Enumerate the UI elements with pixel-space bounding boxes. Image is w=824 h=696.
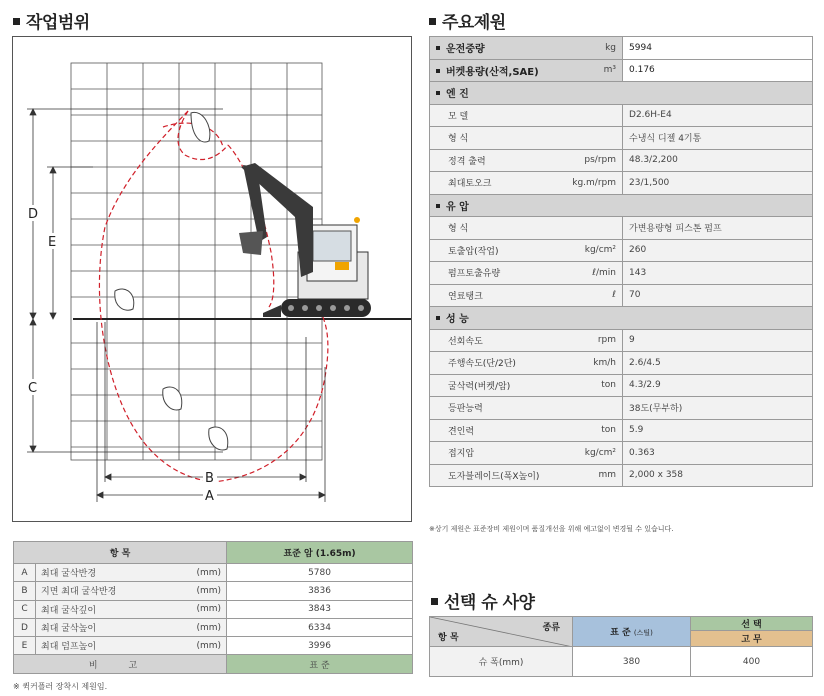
shoe-corner-cell [430,617,573,647]
spec-row [430,149,813,172]
spec-label: 형 식 [430,217,623,240]
spec-unit: ton [601,380,617,391]
range-item: 최대 굴삭반경 [36,564,176,582]
excavator-illustration [115,112,371,450]
shoe-width-option: 400 [691,647,813,677]
spec-row [430,104,813,127]
spec-group-row [430,194,813,217]
dim-label-a: A [205,489,214,504]
spec-group-row [430,82,813,105]
range-letter: E [14,637,36,655]
main-specs-table [429,36,813,487]
spec-row [430,59,813,82]
spec-unit: kg [605,42,617,53]
shoe-corner-item: 항 목 [438,633,459,643]
spec-unit: ℓ [612,290,617,301]
spec-value: 0.176 [623,59,813,82]
dim-label-d: D [28,207,39,222]
spec-value: 143 [623,262,813,285]
spec-footnote: ※상기 제원은 표준장비 제원이며 품질개선을 위해 예고없이 변경될 수 있습니다. [429,525,674,533]
range-unit: (mm) [176,637,227,655]
optional-shoe-title: 선택 슈 사양 [431,588,534,613]
spec-label: 형 식 [430,127,623,150]
range-value: 6334 [227,618,413,636]
spec-row [430,329,813,352]
range-unit: (mm) [176,600,227,618]
spec-label: 도자블레이드(폭X높이) mm [430,464,623,487]
spec-row [430,172,813,195]
dim-label-c: C [28,381,38,396]
spec-label: 굴삭력(버켓/암) ton [430,374,623,397]
spec-value: 가변용량형 피스톤 펌프 [623,217,813,240]
spec-unit: m³ [603,65,617,76]
range-row [14,637,413,655]
spec-unit: ton [601,425,617,436]
range-row [14,600,413,618]
spec-unit: rpm [597,335,617,346]
spec-value: 2,000 x 358 [623,464,813,487]
dimension-labels [26,205,217,504]
range-item: 최대 덤프높이 [36,637,176,655]
spec-row [430,464,813,487]
range-item: 최대 굴삭깊이 [36,600,176,618]
spec-row [430,419,813,442]
shoe-width-label: 슈 폭(mm) [430,647,573,677]
range-item: 최대 굴삭높이 [36,618,176,636]
spec-row [430,374,813,397]
spec-value: 70 [623,284,813,307]
shoe-standard-header: 표 준 (스틸) [573,617,691,647]
range-footer-value: 표 준 [227,655,413,673]
spec-unit: ℓ/min [592,267,617,278]
spec-label: 펌프토출유량 ℓ/min [430,262,623,285]
dim-label-b: B [205,471,214,486]
spec-label: 운전중량 kg [430,37,623,60]
spec-value: 48.3/2,200 [623,149,813,172]
range-footer-label: 비 고 [14,655,227,673]
spec-label: 선회속도 rpm [430,329,623,352]
spec-group-label: 성 능 [430,307,813,330]
spec-value: 5994 [623,37,813,60]
spec-value: 38도(무부하) [623,397,813,420]
spec-group-label: 유 압 [430,194,813,217]
spec-row [430,262,813,285]
spec-row [430,37,813,60]
spec-label: 최대토오크 kg.m/rpm [430,172,623,195]
spec-value: 0.363 [623,442,813,465]
shoe-corner-type: 종류 [542,623,560,633]
spec-unit: ps/rpm [584,155,617,166]
spec-label: 토출압(작업) kg/cm² [430,239,623,262]
spec-value: 2.6/4.5 [623,352,813,375]
working-range-table [13,541,413,674]
spec-group-label: 엔 진 [430,82,813,105]
range-unit: (mm) [176,582,227,600]
working-range-svg [13,37,411,521]
spec-value: 260 [623,239,813,262]
range-unit: (mm) [176,564,227,582]
range-row [14,618,413,636]
shoe-option-header: 선 택 [691,617,813,631]
range-unit: (mm) [176,618,227,636]
range-letter: B [14,582,36,600]
spec-label: 버켓용량(산적,SAE) m³ [430,59,623,82]
shoe-option-subheader: 고 무 [691,631,813,647]
spec-unit: km/h [593,357,617,368]
spec-row [430,127,813,150]
spec-label: 접지압 kg/cm² [430,442,623,465]
spec-label: 연료탱크 ℓ [430,284,623,307]
range-footnote: ※ 퀵커플러 장착시 제원임. [13,682,108,691]
spec-row [430,217,813,240]
spec-unit: kg.m/rpm [572,177,617,188]
spec-value: 5.9 [623,419,813,442]
dim-label-e: E [48,235,57,250]
spec-unit: kg/cm² [584,447,617,458]
spec-unit: kg/cm² [584,245,617,256]
optional-shoe-table [429,616,813,677]
spec-label: 견인력 ton [430,419,623,442]
spec-group-row [430,307,813,330]
spec-label: 정격 출력 ps/rpm [430,149,623,172]
range-letter: A [14,564,36,582]
spec-row [430,284,813,307]
spec-unit: mm [598,470,617,481]
range-letter: C [14,600,36,618]
spec-value: 23/1,500 [623,172,813,195]
range-value: 3836 [227,582,413,600]
range-table-header [14,542,413,564]
main-specs-title: 주요제원 [429,8,506,33]
range-header-standard-arm: 표준 암 (1.65m) [227,542,413,564]
range-item: 지면 최대 굴삭반경 [36,582,176,600]
spec-label: 모 델 [430,104,623,127]
spec-value: D2.6H-E4 [623,104,813,127]
working-range-title: 작업범위 [13,8,90,33]
working-range-diagram [12,36,412,522]
range-row [14,564,413,582]
range-value: 3996 [227,637,413,655]
range-row [14,582,413,600]
range-value: 3843 [227,600,413,618]
range-letter: D [14,618,36,636]
range-value: 5780 [227,564,413,582]
spec-value: 수냉식 디젤 4기통 [623,127,813,150]
spec-row [430,397,813,420]
range-header-item: 항 목 [14,542,227,564]
shoe-width-standard: 380 [573,647,691,677]
spec-row [430,239,813,262]
spec-value: 9 [623,329,813,352]
range-table-footer [14,655,413,673]
spec-row [430,442,813,465]
spec-value: 4.3/2.9 [623,374,813,397]
spec-row [430,352,813,375]
spec-label: 주행속도(단/2단) km/h [430,352,623,375]
spec-label: 등판능력 [430,397,623,420]
